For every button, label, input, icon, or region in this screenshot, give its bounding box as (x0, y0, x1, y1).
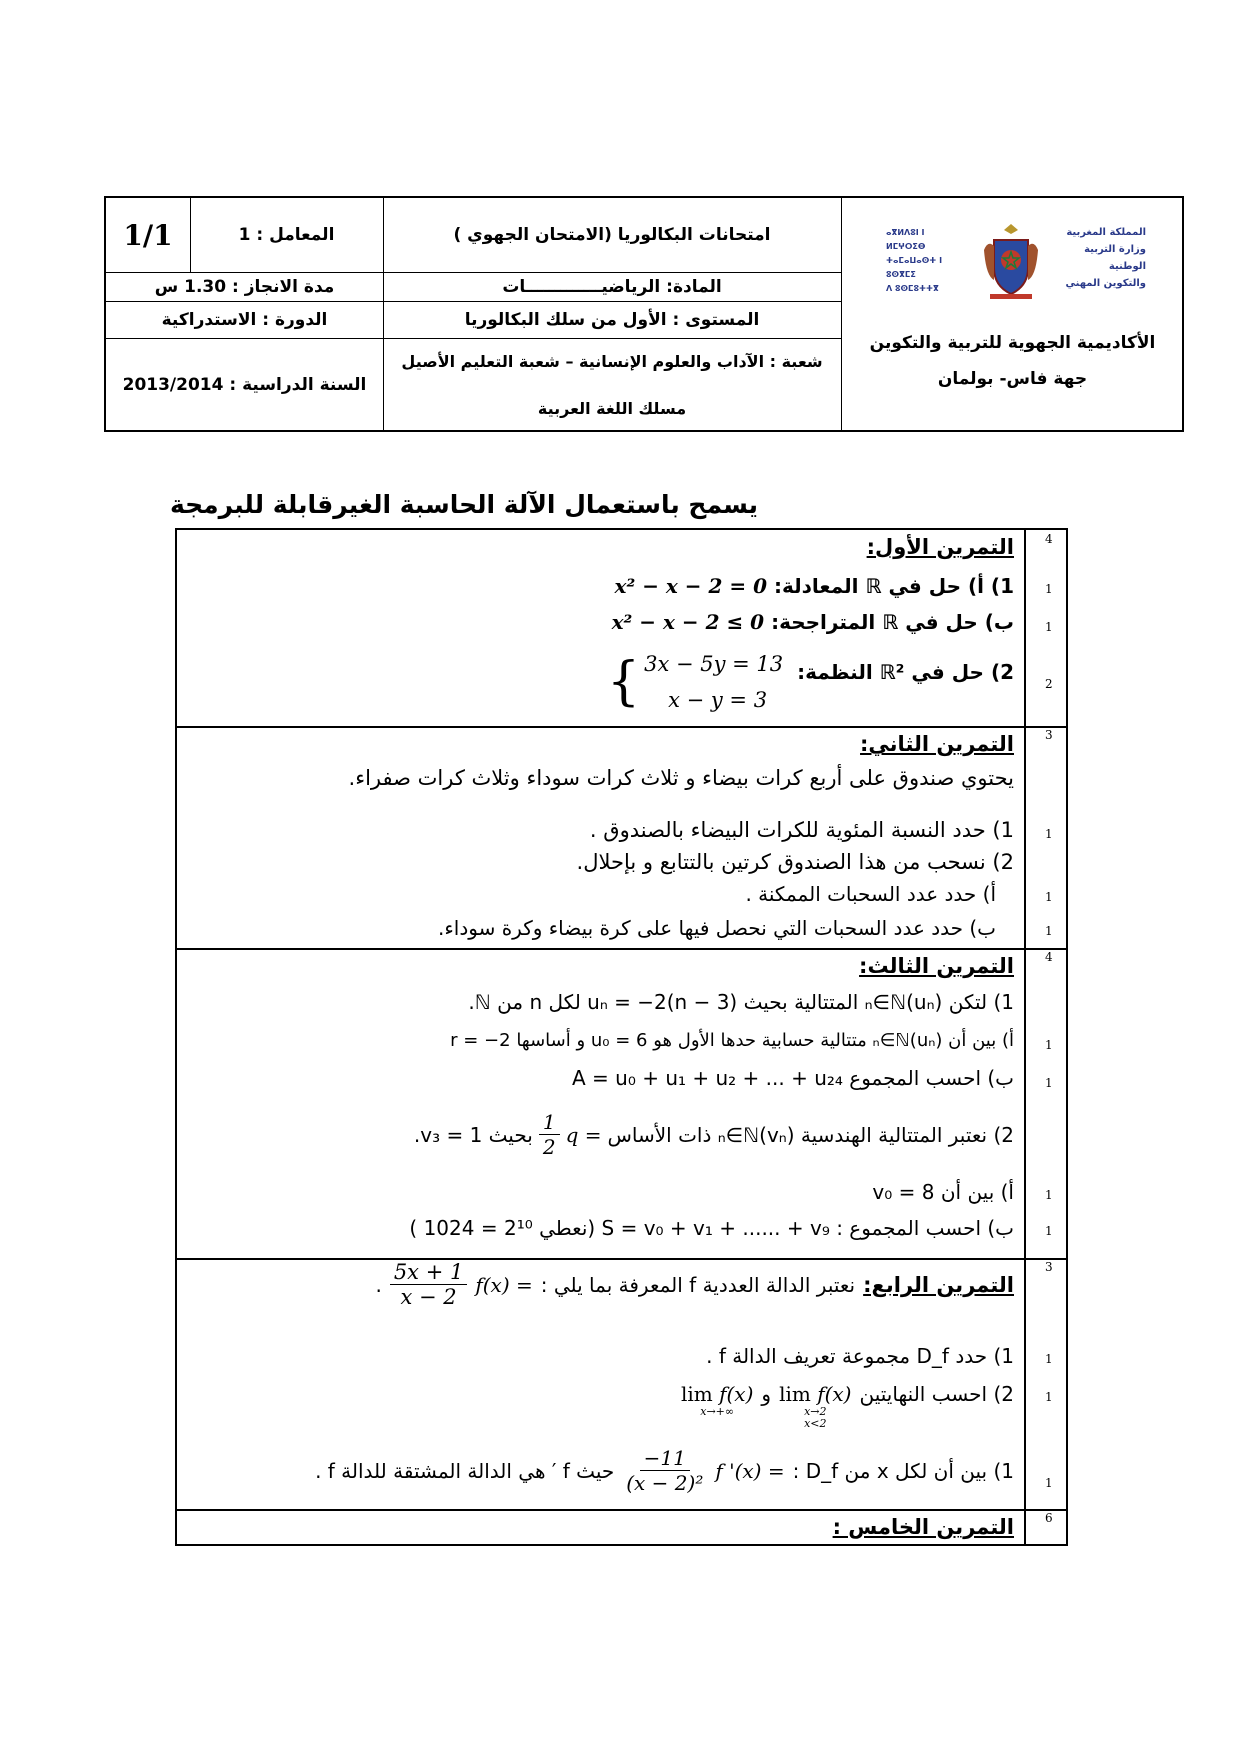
ex3-q2-q: q = (565, 1122, 602, 1147)
ex1-q2-points: 2 (1045, 677, 1053, 691)
ex4-q1-points: 1 (1045, 1352, 1053, 1366)
ex2-q2a: أ) حدد عدد السحبات الممكنة . (745, 882, 996, 906)
logo-arabic-3: والتكوين المهني (1065, 278, 1146, 289)
ex3-q2-text: 2) نعتبر المتتالية الهندسية (vₙ)ₙ∈ℕ ذات الأساس (607, 1122, 1014, 1147)
brace-icon: { (607, 652, 641, 712)
ex4-q1: 1) حدد D_f مجموعة تعريف الدالة f . (706, 1344, 1014, 1368)
ex4-title: التمرين الرابع: (863, 1272, 1014, 1297)
ex2-q2a-points: 1 (1045, 890, 1053, 904)
ex2-q1: 1) حدد النسبة المئوية للكرات البيضاء بالصندوق . (589, 818, 1014, 842)
ministry-logo (886, 220, 1146, 310)
ex5-title: التمرين الخامس : (832, 1515, 1014, 1539)
ex1-title: التمرين الأول: (866, 535, 1014, 559)
ex3-q1b: ب) احسب المجموع A = u₀ + u₁ + u₂ + ... + u₂₄ (572, 1066, 1014, 1090)
ex1-q1b-inequality: x² − x − 2 ≤ 0 (611, 610, 765, 634)
ex1-q1b-points: 1 (1045, 620, 1053, 634)
ex4-numerator: 5x + 1 (390, 1260, 468, 1285)
ex3-q2-denominator: 2 (542, 1135, 556, 1159)
ex3-q2 (414, 1110, 1014, 1159)
ex2-intro: يحتوي صندوق على أربع كرات بيضاء و ثلاث كرات سوداء وثلاث كرات صفراء. (348, 766, 1014, 790)
academy-name: الأكاديمية الجهوية للتربية والتكوين (869, 333, 1156, 353)
ex2-q2b: ب) حدد عدد السحبات التي نحصل فيها على كرة بيضاء وكرة سوداء. (438, 916, 996, 940)
ex3-q2a: أ) بين أن v₀ = 8 (872, 1180, 1014, 1204)
ex3-q2a-points: 1 (1045, 1188, 1053, 1202)
session: الدورة : الاستدراكية (161, 309, 328, 330)
ex4-limit-1 (779, 1382, 851, 1430)
ex3-q2-numerator: 1 (539, 1110, 560, 1135)
ex4-q3-fprime: f '(x) = (715, 1458, 785, 1483)
ex1-system-eq2: x − y = 3 (668, 688, 768, 712)
ex3-q2-end: بحيث v₃ = 1. (413, 1122, 533, 1147)
lim-sub-2: x<2 (804, 1417, 827, 1430)
ex4-q2-text: 2) احسب النهايتين (859, 1382, 1014, 1406)
ex3-q1a-points: 1 (1045, 1038, 1053, 1052)
page-number: 1/1 (123, 218, 173, 252)
ex3-q1a: أ) بين أن (uₙ)ₙ∈ℕ متتالية حسابية حدها الأول هو u₀ = 6 و أساسها r = −2 (450, 1030, 1014, 1051)
ex4-q3-numerator: −11 (640, 1446, 690, 1471)
lim-function: f(x) (817, 1382, 852, 1406)
lim-label-2: lim (680, 1382, 713, 1406)
ex3-q1: 1) لتكن (uₙ)ₙ∈ℕ المتتالية بحيث uₙ = −2(n − 3) لكل n من ℕ. (468, 990, 1014, 1014)
ex4-denominator: x − 2 (400, 1285, 457, 1309)
region-name: جهة فاس- بولمان (937, 369, 1088, 389)
ex2-q2: 2) نسحب من هذا الصندوق كرتين بالتتابع و بإحلال. (576, 850, 1014, 874)
ex4-q3-denominator: (x − 2)² (626, 1471, 704, 1495)
ex1-q1b (612, 610, 1014, 634)
ex3-total-points: 4 (1045, 950, 1053, 964)
ex1-q1a-equation: x² − x − 2 = 0 (614, 574, 768, 598)
exam-title: امتحانات البكالوريا (الامتحان الجهوي ) (453, 225, 771, 245)
logo-arabic-2: وزارة التربية الوطنية (1084, 244, 1146, 272)
ex4-intro-line: التمرين الرابع: نعتبر الدالة العددية f المعرفة بما يلي : f(x) = $\frac{5x + 1}{x - 2}$ . (375, 1260, 1014, 1309)
lim-sub-1: x→2 (804, 1405, 827, 1418)
coat-of-arms-icon (980, 220, 1042, 302)
ex4-q3-fraction (622, 1446, 707, 1495)
track: مسلك اللغة العربية (537, 399, 687, 418)
ex4-fx: f(x) = (475, 1272, 533, 1297)
lim-label: lim (779, 1382, 811, 1406)
ex2-total-points: 3 (1045, 728, 1053, 742)
ex2-title: التمرين الثاني: (860, 732, 1014, 756)
lim-function-2: f(x) (719, 1382, 754, 1406)
ex1-system-eq1: 3x − 5y = 13 (644, 652, 784, 676)
ex4-q3-end: حيث f ′ هي الدالة المشتقة للدالة f . (315, 1458, 615, 1483)
ex3-q2b: ب) احسب المجموع : S = v₀ + v₁ + ...... + v₉ (نعطي 2¹⁰ = 1024 ) (409, 1216, 1014, 1240)
ex1-system (607, 642, 783, 722)
ex4-q3-text: 1) بين أن لكل x من D_f : (792, 1458, 1014, 1483)
duration: مدة الانجاز : 1.30 س (154, 276, 335, 297)
logo-tifinagh-1: ⴰⴳⵍⴷⵓⵏ ⵏ ⵍⵎⵖⵔⵉⴱ (886, 228, 926, 251)
ex4-q3-points: 1 (1045, 1476, 1053, 1490)
ex3-title: التمرين الثالث: (859, 954, 1014, 978)
ex4-q2 (681, 1382, 1014, 1430)
ex3-q2b-points: 1 (1045, 1224, 1053, 1238)
ex2-q1-points: 1 (1045, 827, 1053, 841)
and-word: و (761, 1382, 772, 1406)
ex4-q3 (315, 1446, 1014, 1495)
ex4-limit-2 (681, 1382, 753, 1418)
lim-sub-3: x→+∞ (700, 1405, 735, 1418)
ex3-q2-fraction (539, 1110, 560, 1159)
ex1-q1b-text: ب) حل في ℝ المتراجحة: (771, 610, 1014, 634)
ex1-total-points: 4 (1045, 532, 1053, 546)
exercises-table (175, 528, 1068, 1546)
ex1-q2-text: 2) حل في ℝ² النظمة: (797, 660, 1014, 684)
ex3-q1b-points: 1 (1045, 1076, 1053, 1090)
ex4-total-points: 3 (1045, 1260, 1053, 1274)
coefficient: المعامل : 1 (238, 225, 335, 245)
logo-tifinagh-3: ⴷ ⵓⵙⵎⵓⵜⵜⴳ (886, 284, 939, 293)
ex1-q1a-points: 1 (1045, 582, 1053, 596)
calculator-notice: يسمح باستعمال الآلة الحاسبة الغيرقابلة للبرمجة (170, 490, 759, 519)
ex5-total-points: 6 (1045, 1511, 1053, 1525)
branch: شعبة : الآداب والعلوم الإنسانية – شعبة التعليم الأصيل (401, 352, 823, 371)
subject: المادة: الرياضيـــــــــــــات (502, 276, 722, 297)
exam-header (104, 196, 1184, 432)
ex2-q2b-points: 1 (1045, 924, 1053, 938)
school-year: السنة الدراسية : 2013/2014 (122, 375, 367, 395)
level: المستوى : الأول من سلك البكالوريا (464, 309, 760, 330)
ex4-q2-points: 1 (1045, 1390, 1053, 1404)
ex1-q1a-text: 1) أ) حل في ℝ المعادلة: (774, 574, 1014, 598)
logo-arabic-1: المملكة المغربية (1066, 227, 1146, 238)
ex4-fraction (390, 1260, 468, 1309)
ex1-q1a (615, 574, 1014, 598)
ex4-intro: نعتبر الدالة العددية f المعرفة بما يلي : (540, 1272, 856, 1297)
logo-tifinagh-2: ⵜⴰⵎⴰⵡⴰⵙⵜ ⵏ ⵓⵙⴳⵎⵉ (886, 256, 943, 279)
